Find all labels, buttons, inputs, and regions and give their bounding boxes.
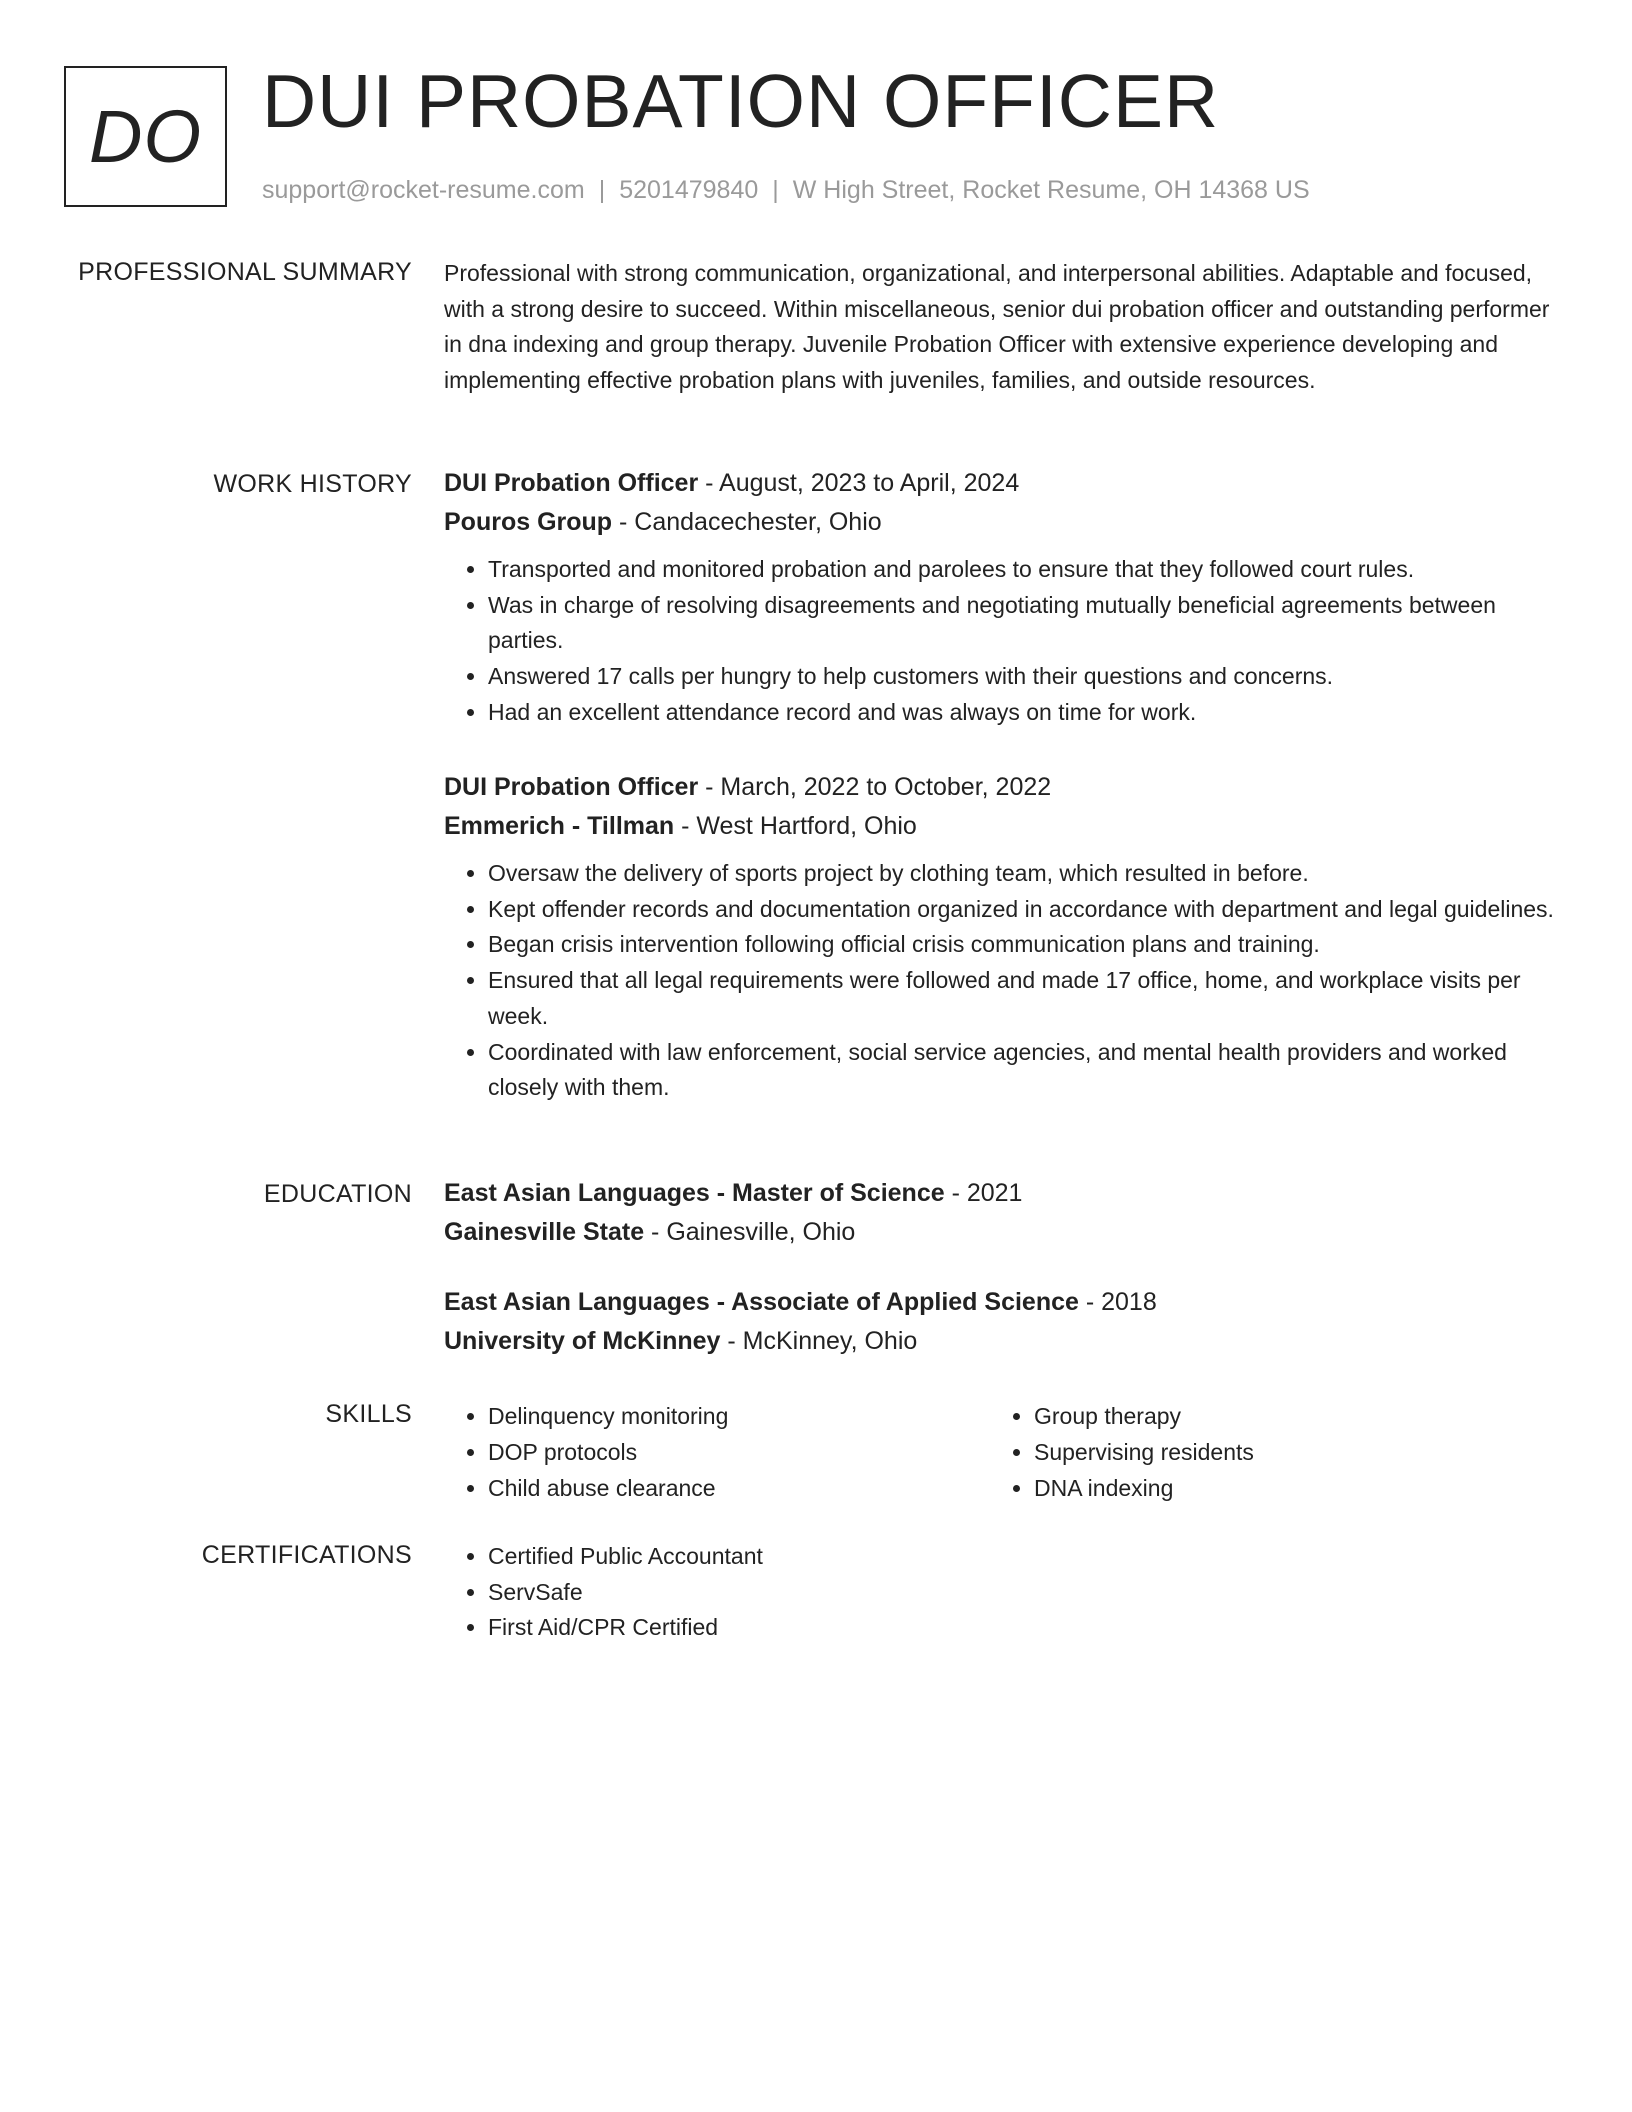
list-item: • Was in charge of resolving disagreements and negotiating mutually beneficial agreements between parties. (488, 588, 1556, 659)
job-title-line (444, 464, 1556, 503)
job-company-line (444, 503, 1556, 542)
school-line (444, 1322, 1556, 1361)
degree-name: East Asian Languages - Associate of Applied Science (444, 1288, 1079, 1316)
section-label-work-history: WORK HISTORY (213, 470, 412, 498)
section-label-education: EDUCATION (263, 1180, 412, 1208)
degree-year: - 2021 (944, 1179, 1023, 1207)
list-item: • Coordinated with law enforcement, social service agencies, and mental health providers and worked closely with them. (488, 1035, 1556, 1106)
summary-text: Professional with strong communication, organizational, and interpersonal abilities. Adaptable and focused, with a strong desire to succeed. Within miscellaneous, senior dui probation officer and outstanding performer in dna indexing and group therapy. Juvenile Probation Officer with extensive experience developing and implementing effective probation plans with juveniles, families, and outside resources. (444, 260, 1550, 394)
contact-separator: | (598, 176, 606, 204)
list-item: • Began crisis intervention following official crisis communication plans and training. (488, 927, 1556, 963)
school-location: - McKinney, Ohio (720, 1327, 918, 1355)
job-company: Pouros Group (444, 508, 613, 536)
list-item: • Supervising residents (1034, 1434, 1536, 1470)
list-item: • Group therapy (1034, 1398, 1536, 1434)
list-item: • Kept offender records and documentation organized in accordance with department and legal guidelines. (488, 892, 1556, 928)
job-title-line (444, 768, 1556, 807)
degree-line (444, 1283, 1556, 1322)
job-title: DUI Probation Officer (444, 469, 699, 497)
education-entry (444, 1174, 1556, 1252)
contact-email: support@rocket-resume.com (262, 176, 585, 204)
skills-list (444, 1398, 990, 1506)
skills-list (990, 1398, 1536, 1506)
contact-phone: 5201479840 (619, 176, 759, 204)
certifications-list (444, 1539, 1556, 1646)
list-item: • DOP protocols (488, 1434, 990, 1470)
list-item: • Ensured that all legal requirements were followed and made 17 office, home, and workplace visits per week. (488, 963, 1556, 1034)
certifications-body (444, 1539, 1556, 1646)
list-item: • First Aid/CPR Certified (488, 1610, 1556, 1646)
list-item: • Oversaw the delivery of sports project by clothing team, which resulted in before. (488, 856, 1556, 892)
job-bullets (444, 552, 1556, 731)
education-entry (444, 1283, 1556, 1361)
job-entry (444, 464, 1556, 731)
job-entry (444, 768, 1556, 1106)
job-title: DUI Probation Officer (444, 773, 699, 801)
skills-column-right (990, 1398, 1536, 1506)
section-label-certifications: CERTIFICATIONS (201, 1541, 412, 1569)
school-line (444, 1213, 1556, 1252)
contact-separator: | (772, 176, 779, 204)
list-item: • Transported and monitored probation and parolees to ensure that they followed court rules. (488, 552, 1556, 588)
skills-body (444, 1398, 1556, 1506)
list-item: • DNA indexing (1034, 1470, 1536, 1506)
contact-address: W High Street, Rocket Resume, OH 14368 US (792, 176, 1310, 204)
job-company: Emmerich - Tillman (444, 812, 675, 840)
skills-grid (444, 1398, 1556, 1506)
candidate-name: DUI PROBATION OFFICER (262, 59, 1220, 143)
contact-line (262, 174, 1310, 206)
list-item: • ServSafe (488, 1575, 1556, 1611)
list-item: • Answered 17 calls per hungry to help customers with their questions and concerns. (488, 659, 1556, 695)
monogram-badge: DO (64, 66, 227, 207)
degree-line (444, 1174, 1556, 1213)
section-label-summary: PROFESSIONAL SUMMARY (78, 258, 412, 286)
job-location: - West Hartford, Ohio (674, 812, 917, 840)
degree-name: East Asian Languages - Master of Science (444, 1179, 945, 1207)
list-item: • Had an excellent attendance record and was always on time for work. (488, 695, 1556, 731)
school-name: Gainesville State (444, 1218, 645, 1246)
job-bullets (444, 856, 1556, 1106)
school-location: - Gainesville, Ohio (644, 1218, 856, 1246)
school-name: University of McKinney (444, 1327, 721, 1355)
section-label-skills: SKILLS (325, 1400, 412, 1428)
job-dates: - March, 2022 to October, 2022 (698, 773, 1052, 801)
list-item: • Certified Public Accountant (488, 1539, 1556, 1575)
list-item: • Child abuse clearance (488, 1470, 990, 1506)
skills-column-left (444, 1398, 990, 1506)
job-location: - Candacechester, Ohio (612, 508, 882, 536)
job-dates: - August, 2023 to April, 2024 (698, 469, 1020, 497)
job-company-line (444, 807, 1556, 846)
list-item: • Delinquency monitoring (488, 1398, 990, 1434)
summary-body (444, 256, 1556, 399)
degree-year: - 2018 (1078, 1288, 1157, 1316)
